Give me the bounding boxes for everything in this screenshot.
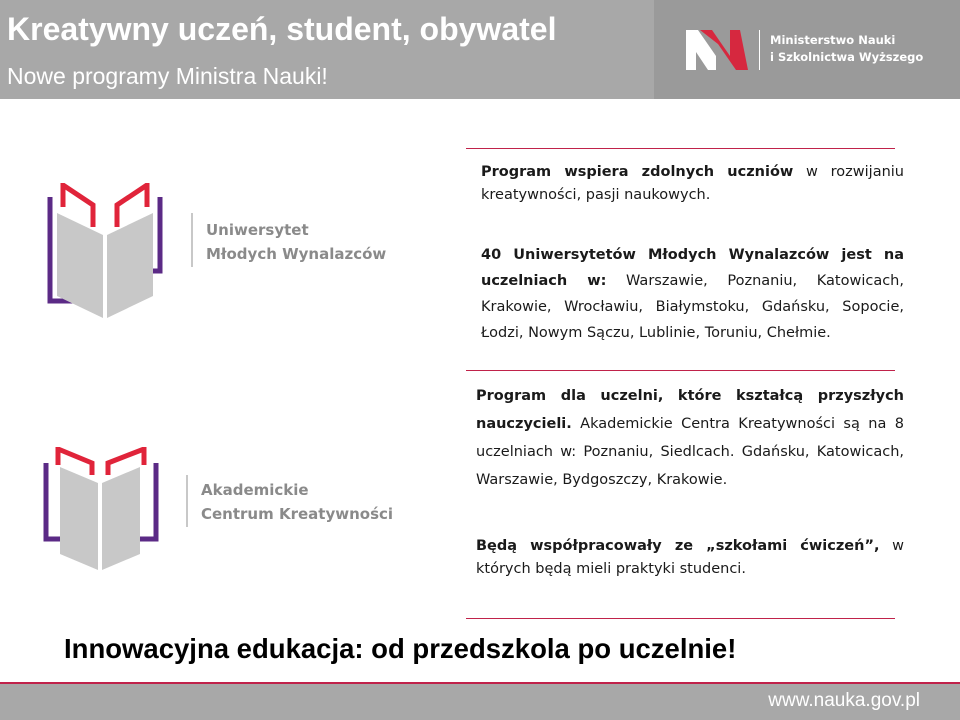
paragraph-text: w rozwijaniu kreatywności, pasji naukowych. [481,164,904,203]
uniwersytet-name [206,218,386,266]
akademickie-divider [186,475,188,527]
akademickie-name-line1: Akademickie [201,481,309,499]
akademickie-name-line2: Centrum Kreatywności [201,505,394,523]
paragraph-akademickie-intro [476,382,904,494]
paragraph-akademickie-cooperation [476,535,904,581]
uniwersytet-divider [191,213,193,267]
paragraph-text: Warszawie, Poznaniu, Katowicach, Krakowie, Wrocławiu, Białymstoku, Gdańsku, Sopocie, Łodzi, Nowym Sączu, Lublinie, Toruniu, Chełmie. [481,273,904,341]
top-rule [466,148,895,149]
ministry-mn-logo-icon [686,30,748,70]
paragraph-bold: Będą współpracowały ze „szkołami ćwiczeń”, [476,538,880,554]
footer-bar [0,684,960,720]
akademickie-book-logo-icon [40,447,160,570]
paragraph-bold: Program wspiera zdolnych uczniów [481,164,794,180]
paragraph-uniwersytet-intro [481,161,904,207]
header-title-panel [0,0,652,99]
ministry-name-line1: Ministerstwo Nauki [770,33,896,47]
paragraph-uniwersytet-cities [481,242,904,346]
page-title: Kreatywny uczeń, student, obywatel [7,11,557,47]
ministry-name-line2: i Szkolnictwa Wyższego [770,50,924,64]
paragraph-bold: 40 Uniwersytetów Młodych Wynalazców jest na uczelniach w: [481,247,904,289]
ministry-name [770,32,923,66]
tagline: Innowacyjna edukacja: od przedszkola po uczelnie! [64,633,737,664]
middle-rule [466,370,895,371]
paragraph-text: w których będą mieli praktyki studenci. [476,538,904,577]
paragraph-text: Akademickie Centra Kreatywności są na 8 uczelniach w: Poznaniu, Siedlcach. Gdańsku, Katowicach, Warszawie, Bydgoszczy, Krakowie. [476,416,904,488]
ministry-divider [759,30,760,70]
akademickie-name [201,478,393,526]
uniwersytet-name-line1: Uniwersytet [206,221,309,239]
uniwersytet-book-logo-icon [45,183,165,318]
page-subtitle: Nowe programy Ministra Nauki! [7,63,328,89]
uniwersytet-name-line2: Młodych Wynalazców [206,245,387,263]
footer-url: www.nauka.gov.pl [768,690,920,711]
bottom-rule [466,618,895,619]
paragraph-bold: Program dla uczelni, które kształcą przyszłych nauczycieli. [476,388,904,432]
